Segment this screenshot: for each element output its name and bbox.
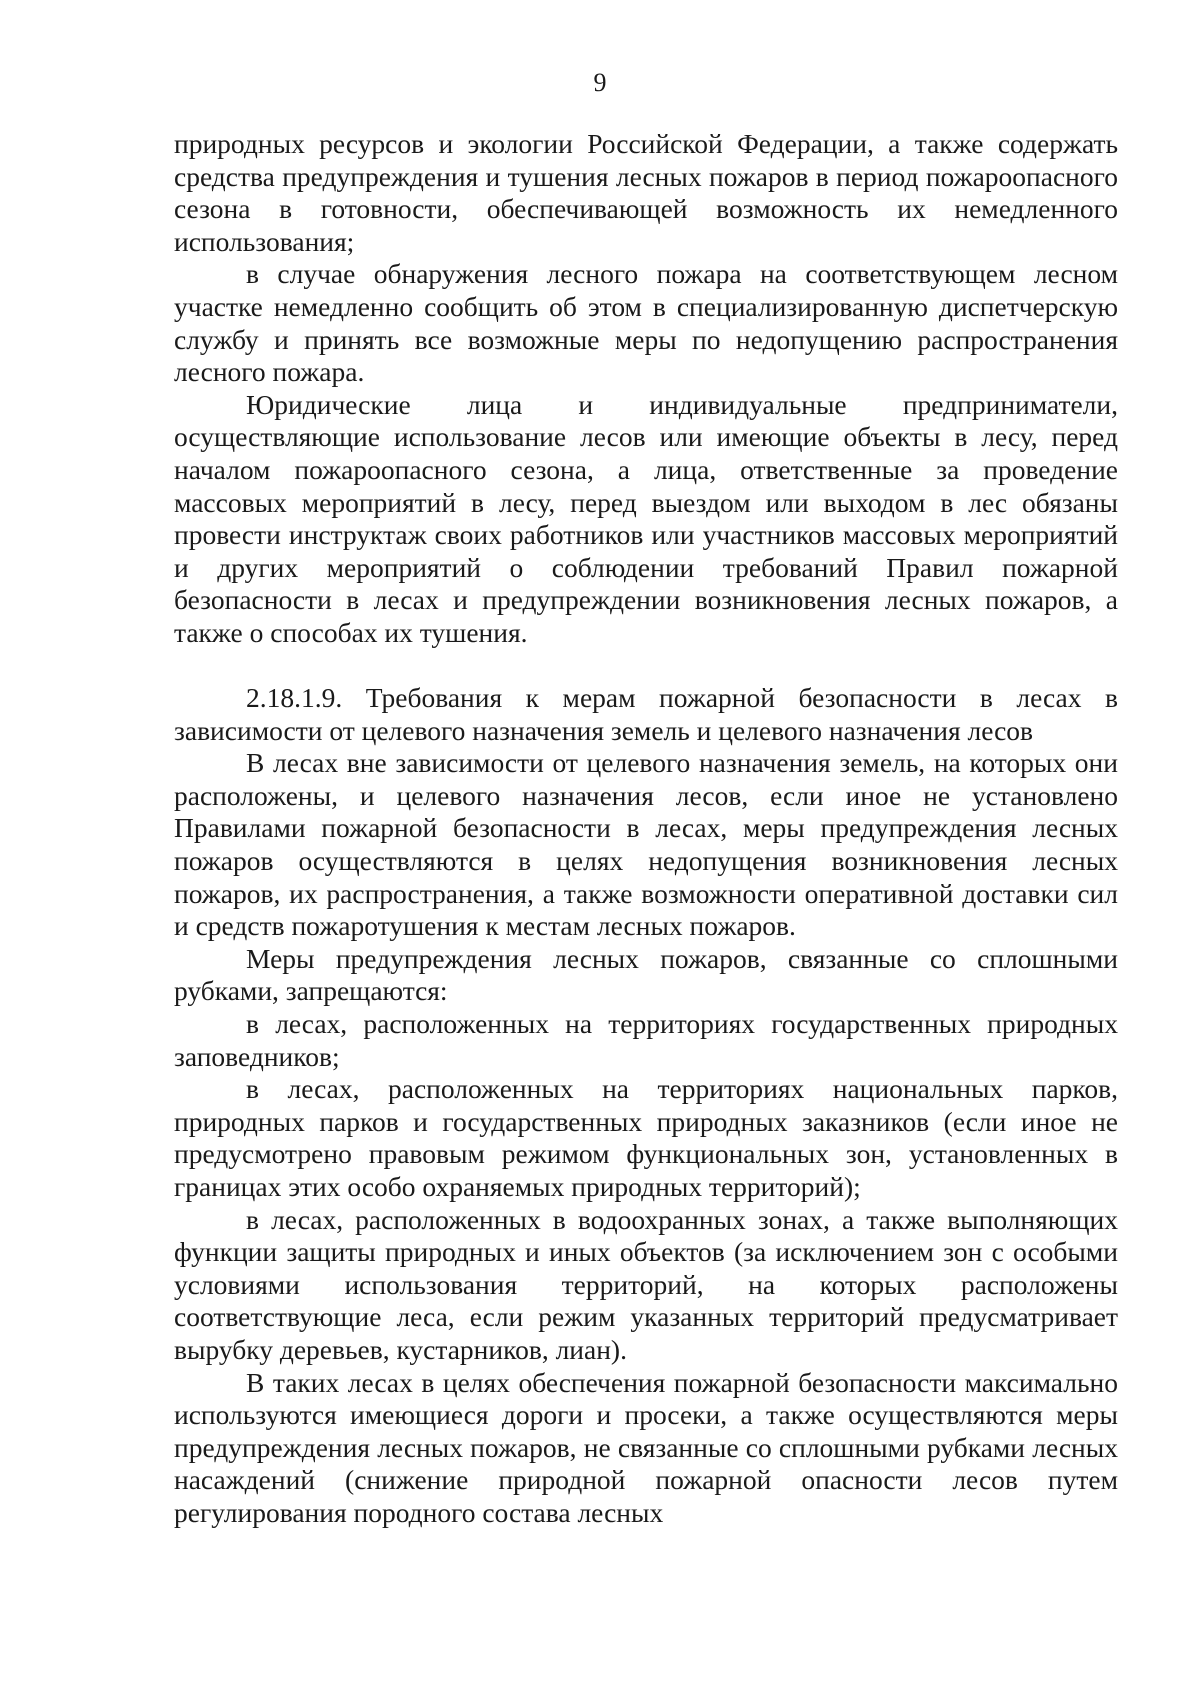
- paragraph-clear-cutting: Меры предупреждения лесных пожаров, связанные со сплошными рубками, запрещаются:: [174, 942, 1118, 1007]
- paragraph-legal-entities: Юридические лица и индивидуальные предприниматели, осуществляющие использование лесов или имеющие объекты в лесу, перед началом пожароопасного сезона, а лица, ответственные за проведение массовых мероприятий в лесу, перед выездом или выходом в лес обязаны провести инструктаж своих работников или участников массовых мероприятий и других мероприятий о соблюдении требований Правил пожарной безопасности в лесах и предупреждении возникновения лесных пожаров, а также о способах их тушения.: [174, 388, 1118, 648]
- list-item-water-protection: в лесах, расположенных в водоохранных зонах, а также выполняющих функции защиты природных и иных объектов (за исключением зон с особыми условиями использования территорий, на которых расположены соответствующие леса, если режим указанных территорий предусматривает вырубку деревьев, кустарников, лиан).: [174, 1203, 1118, 1365]
- page-number: 9: [593, 68, 607, 97]
- paragraph-roads-clearings: В таких лесах в целях обеспечения пожарной безопасности максимально используются имеющиеся дороги и просеки, а также осуществляются меры предупреждения лесных пожаров, не связанные со сплошными рубками лесных насаждений (снижение природной пожарной опасности лесов путем регулирования породного состава лесных: [174, 1366, 1118, 1528]
- list-item-national-parks: в лесах, расположенных на территориях национальных парков, природных парков и государственных природных заказников (если иное не предусмотрено правовым режимом функциональных зон, установленных в границах этих особо охраняемых природных территорий);: [174, 1073, 1118, 1202]
- paragraph-fire-report: в случае обнаружения лесного пожара на соответствующем лесном участке немедленно сообщить об этом в специализированную диспетчерскую службу и принять все возможные меры по недопущению распространения лесного пожара.: [174, 258, 1118, 388]
- paragraph-forest-measures: В лесах вне зависимости от целевого назначения земель, на которых они расположены, и целевого назначения лесов, если иное не установлено Правилами пожарной безопасности в лесах, меры предупреждения лесных пожаров осуществляются в целях недопущения возникновения лесных пожаров, их распространения, а также возможности оперативной доставки сил и средств пожаротушения к местам лесных пожаров.: [174, 747, 1118, 942]
- section-heading-2-18-1-9: 2.18.1.9. Требования к мерам пожарной безопасности в лесах в зависимости от целевого назначения земель и целевого назначения лесов: [174, 682, 1118, 746]
- document-body: [174, 128, 1118, 1530]
- paragraph-continuation: природных ресурсов и экологии Российской Федерации, а также содержать средства предупреждения и тушения лесных пожаров в период пожароопасного сезона в готовности, обеспечивающей возможность их немедленного использования;: [174, 128, 1118, 257]
- list-item-reserves: в лесах, расположенных на территориях государственных природных заповедников;: [174, 1008, 1118, 1072]
